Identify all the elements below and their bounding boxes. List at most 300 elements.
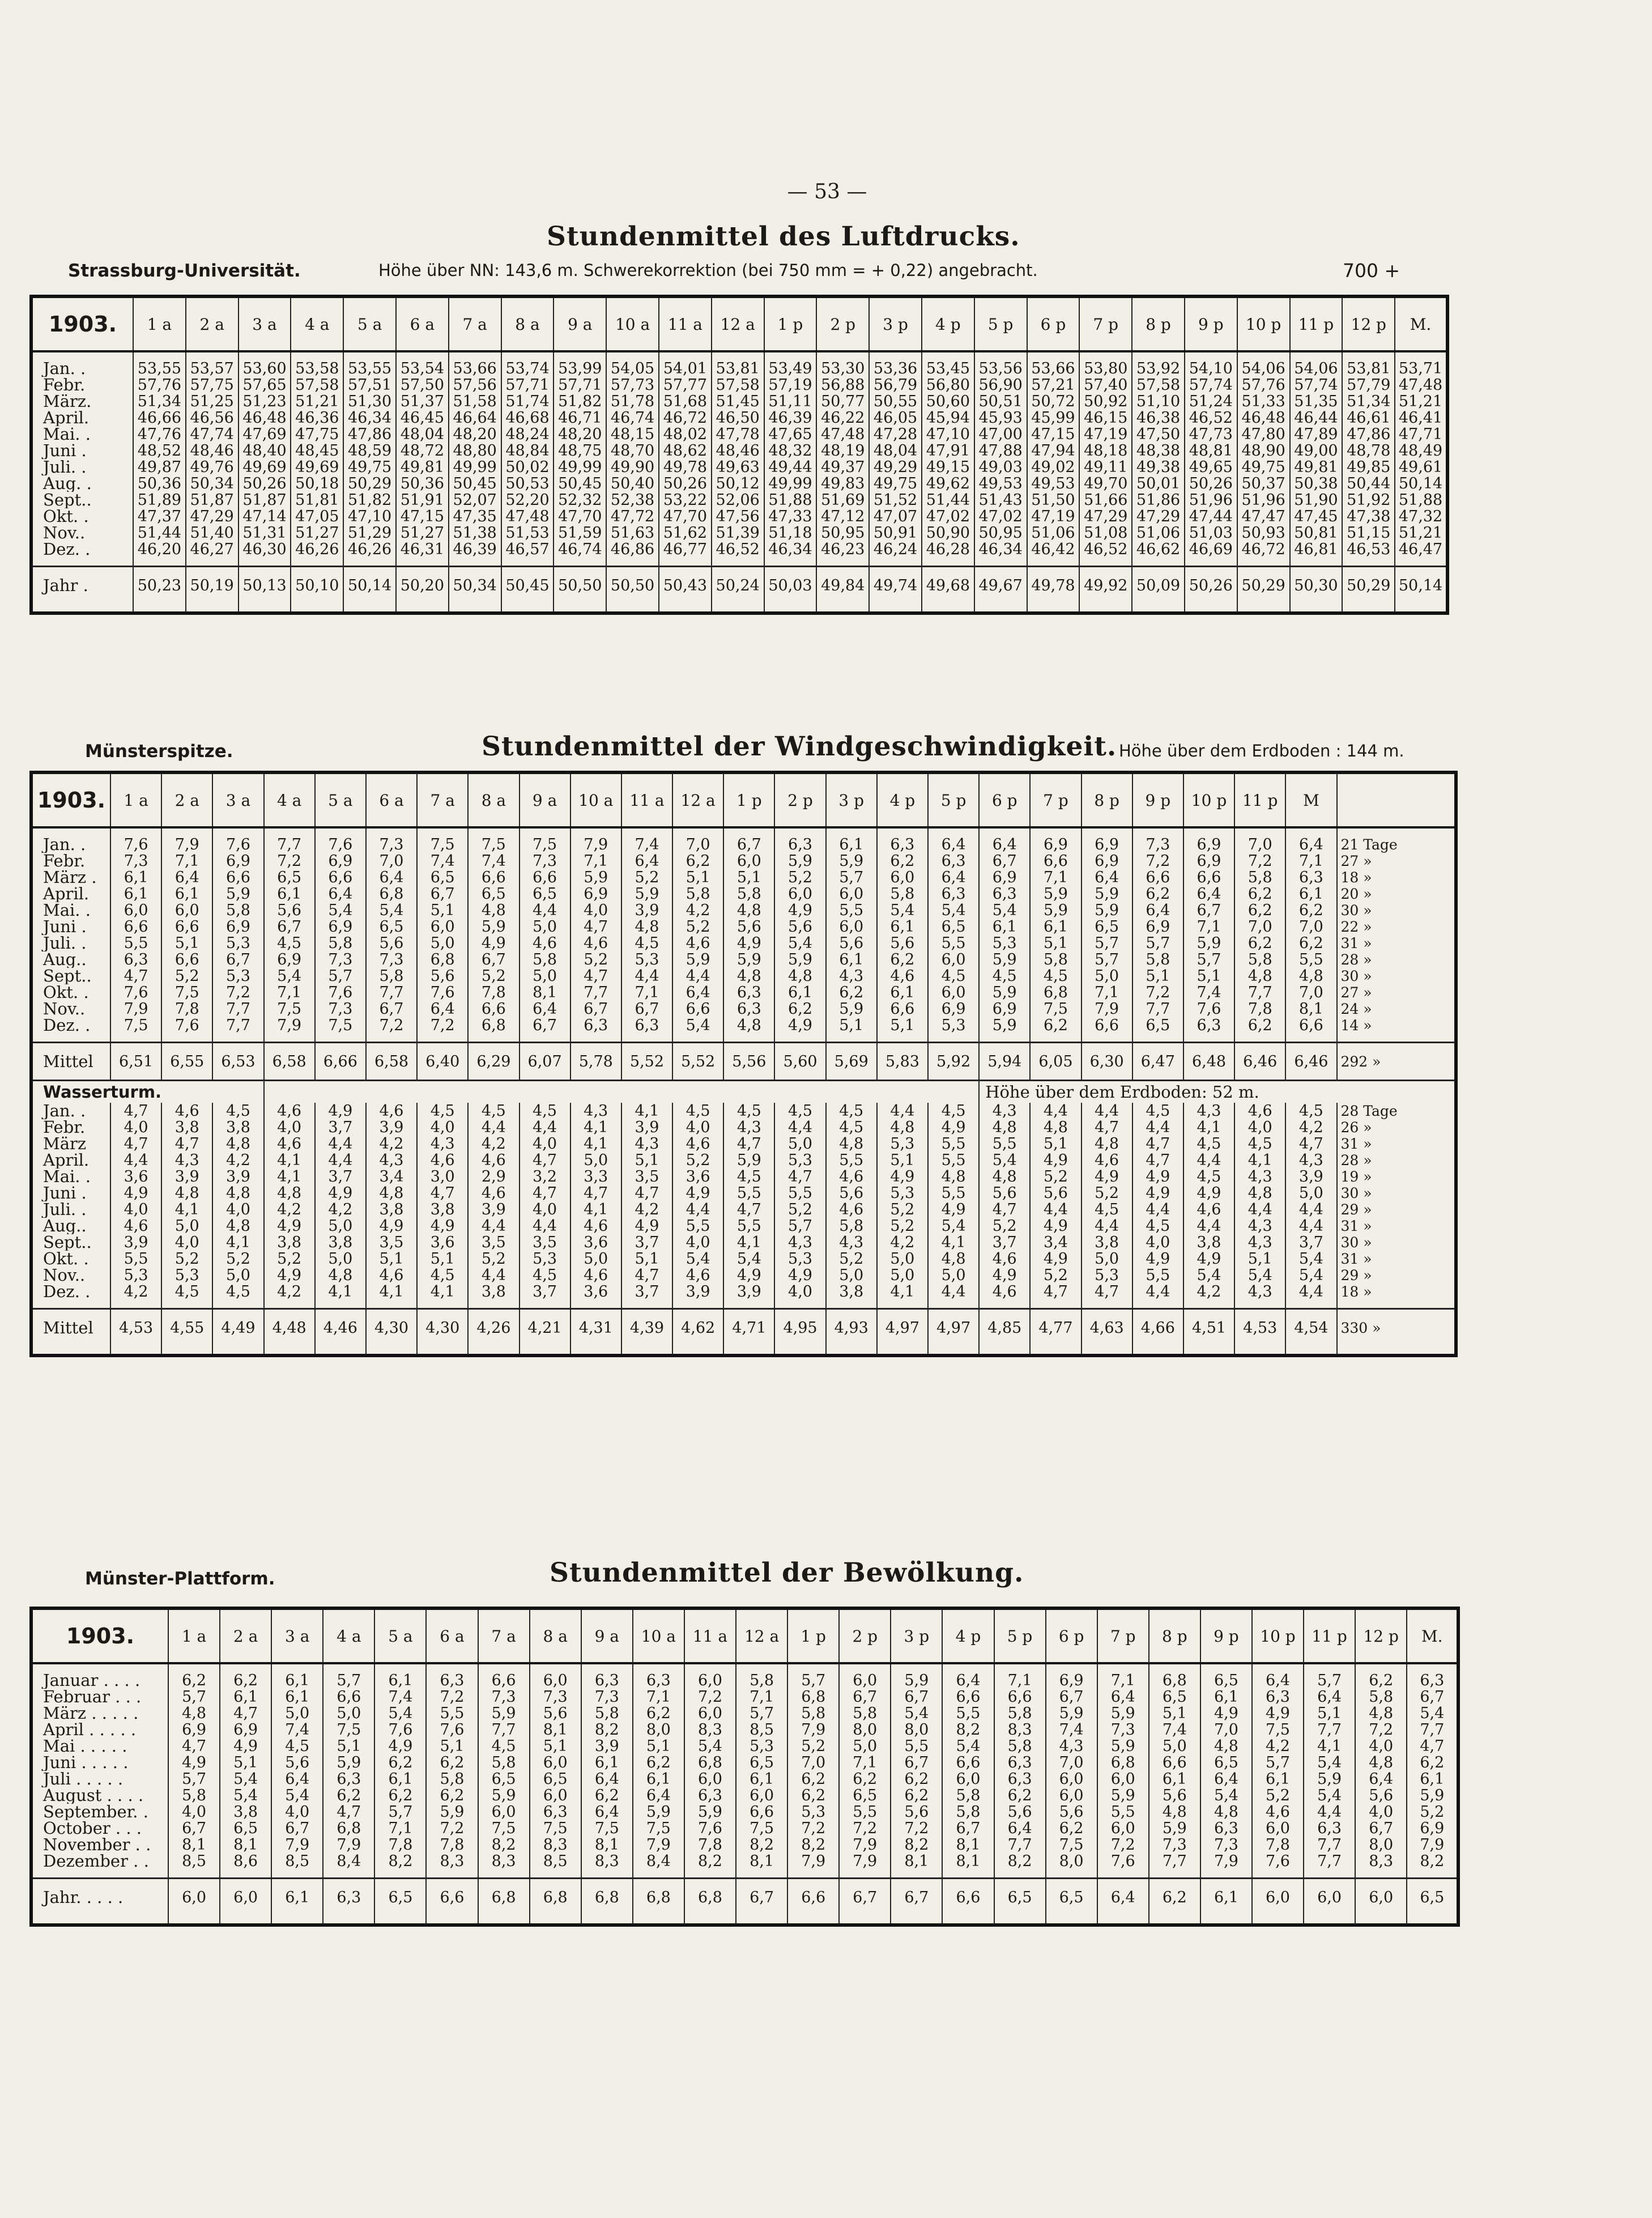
- wind-lower-row: [31, 1267, 1456, 1284]
- pressure-cell: 47,56: [712, 508, 764, 525]
- pressure-cell: 47,71: [1395, 426, 1447, 443]
- pressure-data-row: [31, 525, 1447, 541]
- pressure-cell: 50,14: [1395, 567, 1447, 604]
- wind-cell: 4,0: [1132, 1234, 1183, 1251]
- pressure-cell: 51,87: [186, 492, 239, 508]
- wind-tage-cell: 28 »: [1337, 1152, 1456, 1169]
- wind-cell: 7,0: [1285, 984, 1336, 1001]
- wind-cell: 6,9: [212, 853, 263, 869]
- wind-cell: 4,1: [723, 1234, 774, 1251]
- wind-cell: 6,2: [1234, 902, 1285, 919]
- clouds-summary-row: [31, 1879, 1458, 1916]
- wind-row-label: Jan. .: [31, 836, 110, 853]
- pressure-cell: 48,15: [606, 426, 659, 443]
- wind-cell: 4,6: [520, 935, 570, 951]
- pressure-cell: 48,24: [501, 426, 554, 443]
- wind-cell: 6,8: [468, 1017, 519, 1034]
- wind-col-header: 9 p: [1132, 772, 1183, 827]
- wind-tage-header: [1337, 772, 1456, 827]
- pressure-row-label: Sept..: [31, 492, 133, 508]
- clouds-cell: 6,4: [1097, 1879, 1149, 1916]
- wind-tage-cell: 30 »: [1337, 1234, 1456, 1251]
- wind-cell: 5,0: [928, 1267, 979, 1284]
- wind-lower-row: [31, 1103, 1456, 1119]
- clouds-cell: 7,2: [684, 1689, 736, 1705]
- clouds-cell: 7,9: [787, 1853, 839, 1869]
- pressure-cell: 49,29: [869, 459, 922, 475]
- pressure-cell: 49,67: [974, 567, 1027, 604]
- clouds-cell: 6,0: [1304, 1879, 1355, 1916]
- wind-cell: 6,0: [774, 886, 825, 902]
- wind-cell: 6,5: [417, 869, 468, 886]
- wind-lower-row: [31, 1218, 1456, 1234]
- wind-cell: 5,9: [774, 853, 825, 869]
- wind-cell: 5,2: [774, 1201, 825, 1218]
- clouds-cell: 6,6: [942, 1689, 994, 1705]
- pressure-cell: 47,75: [291, 426, 343, 443]
- wind-cell: 6,3: [877, 836, 928, 853]
- clouds-cell: 4,9: [374, 1738, 426, 1754]
- wind-cell: 6,3: [774, 836, 825, 853]
- wind-cell: 5,3: [979, 935, 1030, 951]
- wind-cell: 6,4: [928, 836, 979, 853]
- clouds-cell: 5,9: [478, 1705, 530, 1722]
- clouds-cell: 5,0: [271, 1705, 323, 1722]
- wind-cell: 7,1: [1285, 853, 1336, 869]
- wind-cell: 5,5: [928, 935, 979, 951]
- pressure-cell: 49,81: [396, 459, 449, 475]
- clouds-cell: 6,3: [994, 1754, 1046, 1771]
- wind-cell: 4,8: [979, 1169, 1030, 1185]
- clouds-year-label: 1903.: [31, 1608, 168, 1663]
- wind-cell: 5,4: [264, 968, 315, 984]
- wind-cell: 6,0: [826, 919, 877, 935]
- pressure-col-header: 1 a: [133, 296, 186, 351]
- wind-cell: 6,0: [110, 902, 161, 919]
- wind-col-header: M: [1285, 772, 1336, 827]
- clouds-cell: 5,1: [220, 1754, 271, 1771]
- wind-cell: 5,1: [826, 1017, 877, 1034]
- wind-cell: 4,1: [570, 1136, 621, 1152]
- pressure-row-label: Aug. .: [31, 475, 133, 492]
- clouds-cell: 6,0: [1355, 1879, 1407, 1916]
- pressure-cell: 46,74: [553, 541, 606, 558]
- wind-cell: 5,9: [979, 951, 1030, 968]
- wind-cell: 5,78: [570, 1043, 621, 1081]
- clouds-cell: 7,3: [1149, 1837, 1200, 1853]
- wind-cell: 5,2: [161, 1251, 212, 1267]
- clouds-row-label: October . . .: [31, 1820, 168, 1837]
- pressure-col-header: 2 a: [186, 296, 239, 351]
- wind-cell: 4,5: [264, 935, 315, 951]
- wind-cell: 6,46: [1234, 1043, 1285, 1081]
- wind-cell: 4,2: [212, 1152, 263, 1169]
- clouds-cell: 7,2: [426, 1820, 478, 1837]
- wind-col-header: 1 a: [110, 772, 161, 827]
- clouds-cell: 4,7: [323, 1804, 374, 1820]
- pressure-cell: 49,84: [816, 567, 869, 604]
- pressure-cell: 53,36: [869, 360, 922, 377]
- pressure-cell: 46,61: [1342, 410, 1395, 426]
- wind-row-label: Juni .: [31, 919, 110, 935]
- wind-cell: 4,8: [1285, 968, 1336, 984]
- clouds-cell: 4,5: [271, 1738, 323, 1754]
- clouds-cell: 6,3: [530, 1804, 581, 1820]
- clouds-cell: 6,5: [374, 1879, 426, 1916]
- pressure-cell: 50,10: [291, 567, 343, 604]
- wind-cell: 5,6: [979, 1185, 1030, 1201]
- wind-cell: 5,8: [366, 968, 417, 984]
- pressure-cell: 51,62: [659, 525, 712, 541]
- pressure-cell: 57,40: [1079, 377, 1132, 393]
- wind-cell: 5,83: [877, 1043, 928, 1081]
- wind-row-label: April.: [31, 886, 110, 902]
- pressure-cell: 57,79: [1342, 377, 1395, 393]
- pressure-cell: 47,80: [1237, 426, 1290, 443]
- wind-cell: 4,4: [520, 1119, 570, 1136]
- clouds-cell: 7,9: [323, 1837, 374, 1853]
- pressure-cell: 50,77: [816, 393, 869, 410]
- pressure-col-header: M.: [1395, 296, 1447, 351]
- wind-cell: 7,2: [264, 853, 315, 869]
- wind-cell: 7,1: [1082, 984, 1132, 1001]
- wind-cell: 6,5: [264, 869, 315, 886]
- clouds-cell: 6,8: [787, 1689, 839, 1705]
- pressure-cell: 47,88: [974, 443, 1027, 459]
- wind-cell: 7,6: [315, 836, 366, 853]
- clouds-cell: 5,7: [787, 1672, 839, 1689]
- clouds-cell: 7,9: [787, 1722, 839, 1738]
- clouds-cell: 7,9: [1407, 1837, 1458, 1853]
- clouds-cell: 5,5: [891, 1738, 942, 1754]
- clouds-cell: 5,8: [736, 1672, 787, 1689]
- clouds-cell: 7,2: [787, 1820, 839, 1837]
- clouds-cell: 6,7: [942, 1820, 994, 1837]
- wind-cell: 4,6: [366, 1267, 417, 1284]
- pressure-cell: 48,72: [396, 443, 449, 459]
- clouds-cell: 7,2: [426, 1689, 478, 1705]
- wind-cell: 6,4: [979, 836, 1030, 853]
- clouds-cell: 6,4: [581, 1804, 633, 1820]
- pressure-cell: 49,99: [553, 459, 606, 475]
- clouds-cell: 5,4: [1304, 1787, 1355, 1804]
- clouds-cell: 5,1: [530, 1738, 581, 1754]
- wind-cell: 6,3: [570, 1017, 621, 1034]
- clouds-station: Münster-Plattform.: [85, 1569, 275, 1589]
- wind-cell: 4,71: [723, 1309, 774, 1346]
- clouds-cell: 7,9: [1200, 1853, 1252, 1869]
- wind-cell: 4,6: [826, 1169, 877, 1185]
- wind-cell: 3,8: [212, 1119, 263, 1136]
- wind-cell: 4,8: [928, 1251, 979, 1267]
- wind-cell: 6,2: [826, 984, 877, 1001]
- wind-cell: 5,4: [928, 1218, 979, 1234]
- wind-cell: 5,1: [366, 1251, 417, 1267]
- pressure-cell: 51,78: [606, 393, 659, 410]
- wind-cell: 5,2: [877, 1201, 928, 1218]
- wind-cell: 7,5: [315, 1017, 366, 1034]
- wind-cell: 4,9: [774, 1267, 825, 1284]
- wind-cell: 4,5: [417, 1103, 468, 1119]
- wind-tage-cell: 27 »: [1337, 853, 1456, 869]
- pressure-cell: 51,40: [186, 525, 239, 541]
- wind-cell: 5,8: [315, 935, 366, 951]
- pressure-cell: 46,69: [1185, 541, 1237, 558]
- wind-upper-row: [31, 968, 1456, 984]
- clouds-cell: 6,5: [478, 1771, 530, 1787]
- wind-cell: 5,9: [826, 853, 877, 869]
- wind-col-header: 4 p: [877, 772, 928, 827]
- wind-cell: 4,3: [1183, 1103, 1234, 1119]
- wind-row-label: Juni .: [31, 1185, 110, 1201]
- wind-cell: 4,0: [672, 1119, 723, 1136]
- wind-cell: 4,4: [1082, 1218, 1132, 1234]
- pressure-cell: 48,04: [869, 443, 922, 459]
- pressure-cell: 54,10: [1185, 360, 1237, 377]
- clouds-cell: 5,8: [787, 1705, 839, 1722]
- clouds-cell: 7,9: [271, 1837, 323, 1853]
- wind-cell: 4,9: [366, 1218, 417, 1234]
- pressure-cell: 47,48: [501, 508, 554, 525]
- wind-cell: 4,5: [774, 1103, 825, 1119]
- pressure-cell: 47,50: [1132, 426, 1185, 443]
- clouds-cell: 4,0: [1355, 1738, 1407, 1754]
- pressure-cell: 48,18: [1079, 443, 1132, 459]
- clouds-cell: 6,1: [271, 1689, 323, 1705]
- pressure-col-header: 8 a: [501, 296, 554, 351]
- wind-cell: 5,6: [417, 968, 468, 984]
- pressure-cell: 50,34: [186, 475, 239, 492]
- wind-cell: 7,3: [110, 853, 161, 869]
- wind-row-label: Mai. .: [31, 1169, 110, 1185]
- wind-cell: 4,0: [110, 1201, 161, 1218]
- wind-row-label: Dez. .: [31, 1284, 110, 1300]
- wind-cell: 7,3: [315, 1001, 366, 1017]
- clouds-cell: 6,1: [1407, 1771, 1458, 1787]
- clouds-cell: 4,9: [1200, 1705, 1252, 1722]
- clouds-row-label: Mai . . . . .: [31, 1738, 168, 1754]
- wind-tage-cell: 31 »: [1337, 935, 1456, 951]
- clouds-cell: 7,0: [787, 1754, 839, 1771]
- wind-cell: 3,7: [315, 1169, 366, 1185]
- wind-cell: 4,6: [979, 1251, 1030, 1267]
- clouds-cell: 6,3: [633, 1672, 684, 1689]
- pressure-cell: 48,59: [343, 443, 396, 459]
- pressure-cell: 57,58: [1132, 377, 1185, 393]
- wind-cell: 4,9: [264, 1267, 315, 1284]
- clouds-cell: 8,6: [220, 1853, 271, 1869]
- clouds-cell: 6,0: [1097, 1771, 1149, 1787]
- wind-cell: 4,7: [110, 1103, 161, 1119]
- clouds-cell: 6,9: [1046, 1672, 1097, 1689]
- wind-cell: 4,6: [570, 1218, 621, 1234]
- pressure-cell: 49,68: [922, 567, 974, 604]
- pressure-cell: 51,33: [1237, 393, 1290, 410]
- wind-cell: 4,54: [1285, 1309, 1336, 1346]
- wind-cell: 6,1: [110, 886, 161, 902]
- wind-cell: 5,1: [1030, 935, 1081, 951]
- wind-upper-row: [31, 836, 1456, 853]
- clouds-cell: 6,0: [1252, 1879, 1304, 1916]
- clouds-cell: 5,6: [1149, 1787, 1200, 1804]
- wind-cell: 4,9: [1132, 1169, 1183, 1185]
- clouds-col-header: 7 a: [478, 1608, 530, 1663]
- clouds-cell: 6,1: [1149, 1771, 1200, 1787]
- wind-cell: 5,0: [212, 1267, 263, 1284]
- wind-cell: 5,0: [417, 935, 468, 951]
- wind-cell: 4,9: [877, 1169, 928, 1185]
- wind-cell: 4,2: [877, 1234, 928, 1251]
- wind-cell: 4,2: [621, 1201, 672, 1218]
- pressure-cell: 48,78: [1342, 443, 1395, 459]
- wind-upper-summary-row: [31, 1043, 1456, 1081]
- wind-cell: 4,4: [1285, 1201, 1336, 1218]
- wind-cell: 7,3: [366, 951, 417, 968]
- clouds-cell: 7,5: [581, 1820, 633, 1837]
- wind-cell: 4,62: [672, 1309, 723, 1346]
- pressure-cell: 51,82: [343, 492, 396, 508]
- pressure-row-label: Febr.: [31, 377, 133, 393]
- clouds-cell: 7,6: [1252, 1853, 1304, 1869]
- clouds-cell: 6,2: [426, 1754, 478, 1771]
- wind-cell: 6,4: [161, 869, 212, 886]
- clouds-cell: 6,0: [478, 1804, 530, 1820]
- pressure-cell: 51,06: [1027, 525, 1080, 541]
- wind-cell: 5,1: [877, 1152, 928, 1169]
- wind-cell: 4,7: [161, 1136, 212, 1152]
- clouds-cell: 7,3: [581, 1689, 633, 1705]
- clouds-cell: 6,8: [478, 1879, 530, 1916]
- clouds-row-label: Dezember . .: [31, 1853, 168, 1869]
- pressure-cell: 52,38: [606, 492, 659, 508]
- wind-cell: 5,6: [366, 935, 417, 951]
- clouds-cell: 6,1: [581, 1754, 633, 1771]
- pressure-cell: 48,45: [291, 443, 343, 459]
- pressure-station: Strassburg-Universität.: [68, 261, 301, 281]
- pressure-col-header: 10 a: [606, 296, 659, 351]
- wind-row-label: Nov..: [31, 1001, 110, 1017]
- pressure-row-label: Okt. .: [31, 508, 133, 525]
- wind-cell: 7,1: [1183, 919, 1234, 935]
- pressure-cell: 51,63: [606, 525, 659, 541]
- wind-cell: 4,6: [826, 1201, 877, 1218]
- pressure-cell: 47,65: [764, 426, 817, 443]
- pressure-cell: 47,28: [869, 426, 922, 443]
- wind-cell: 4,9: [315, 1185, 366, 1201]
- clouds-cell: 6,3: [1407, 1672, 1458, 1689]
- pressure-cell: 47,44: [1185, 508, 1237, 525]
- wind-row-label: Juli. .: [31, 1201, 110, 1218]
- clouds-cell: 8,1: [942, 1837, 994, 1853]
- pressure-cell: 50,38: [1290, 475, 1343, 492]
- clouds-cell: 5,8: [994, 1738, 1046, 1754]
- pressure-col-header: 5 a: [343, 296, 396, 351]
- wind-row-label: Nov..: [31, 1267, 110, 1284]
- clouds-cell: 7,2: [1355, 1722, 1407, 1738]
- wind-cell: 4,9: [1132, 1251, 1183, 1267]
- wind-upper-row: [31, 935, 1456, 951]
- clouds-cell: 6,3: [684, 1787, 736, 1804]
- pressure-cell: 49,78: [659, 459, 712, 475]
- wind-cell: 6,6: [468, 1001, 519, 1017]
- clouds-data-row: [31, 1853, 1458, 1869]
- pressure-cell: 46,23: [816, 541, 869, 558]
- pressure-cell: 47,48: [1395, 377, 1447, 393]
- wind-cell: 4,8: [723, 1017, 774, 1034]
- wind-cell: 6,7: [366, 1001, 417, 1017]
- pressure-cell: 54,01: [659, 360, 712, 377]
- wind-cell: 4,1: [417, 1284, 468, 1300]
- wind-cell: 4,1: [366, 1284, 417, 1300]
- wind-cell: 6,2: [1234, 935, 1285, 951]
- wind-cell: 4,1: [877, 1284, 928, 1300]
- clouds-data-row: [31, 1820, 1458, 1837]
- clouds-cell: 5,6: [1046, 1804, 1097, 1820]
- wind-cell: 6,6: [877, 1001, 928, 1017]
- clouds-col-header: M.: [1407, 1608, 1458, 1663]
- clouds-cell: 6,4: [581, 1771, 633, 1787]
- wind-cell: 6,6: [110, 919, 161, 935]
- pressure-cell: 48,70: [606, 443, 659, 459]
- wind-cell: 3,8: [826, 1284, 877, 1300]
- wind-row-label: Sept..: [31, 1234, 110, 1251]
- pressure-cell: 50,50: [553, 567, 606, 604]
- wind-tage-cell: 21 Tage: [1337, 836, 1456, 853]
- wind-cell: 5,3: [161, 1267, 212, 1284]
- wind-cell: 4,9: [468, 935, 519, 951]
- wind-cell: 7,0: [1285, 919, 1336, 935]
- wind-cell: 4,0: [212, 1201, 263, 1218]
- pressure-cell: 53,71: [1395, 360, 1447, 377]
- pressure-cell: 52,20: [501, 492, 554, 508]
- wind-cell: 5,8: [826, 1218, 877, 1234]
- wind-cell: 5,9: [774, 951, 825, 968]
- clouds-col-header: 6 a: [426, 1608, 478, 1663]
- wind-cell: 3,7: [621, 1234, 672, 1251]
- clouds-cell: 7,4: [1149, 1722, 1200, 1738]
- pressure-cell: 50,14: [1395, 475, 1447, 492]
- clouds-cell: 7,5: [1252, 1722, 1304, 1738]
- wind-cell: 4,9: [1030, 1251, 1081, 1267]
- pressure-cell: 49,85: [1342, 459, 1395, 475]
- wind-col-header: 3 p: [826, 772, 877, 827]
- wind-cell: 4,6: [468, 1152, 519, 1169]
- wind-cell: 6,9: [928, 1001, 979, 1017]
- pressure-cell: 47,45: [1290, 508, 1343, 525]
- clouds-cell: 5,9: [1097, 1738, 1149, 1754]
- wind-cell: 7,5: [1030, 1001, 1081, 1017]
- wind-cell: 7,6: [417, 984, 468, 1001]
- pressure-cell: 51,15: [1342, 525, 1395, 541]
- wind-cell: 5,9: [621, 886, 672, 902]
- pressure-cell: 57,58: [291, 377, 343, 393]
- pressure-offset: 700 +: [1343, 260, 1400, 282]
- wind-tage-cell: 18 »: [1337, 1284, 1456, 1300]
- pressure-cell: 46,48: [1237, 410, 1290, 426]
- wind-cell: 6,4: [520, 1001, 570, 1017]
- clouds-cell: 5,4: [1200, 1787, 1252, 1804]
- clouds-cell: 6,6: [1149, 1754, 1200, 1771]
- wind-upper-row: [31, 984, 1456, 1001]
- clouds-cell: 6,4: [633, 1787, 684, 1804]
- wind-cell: 7,2: [1234, 853, 1285, 869]
- wind-cell: 5,1: [417, 902, 468, 919]
- clouds-cell: 7,1: [839, 1754, 891, 1771]
- wind-cell: 4,49: [212, 1309, 263, 1346]
- wind-cell: 4,2: [672, 902, 723, 919]
- wind-cell: 6,30: [1082, 1043, 1132, 1081]
- wind-cell: 4,3: [1234, 1284, 1285, 1300]
